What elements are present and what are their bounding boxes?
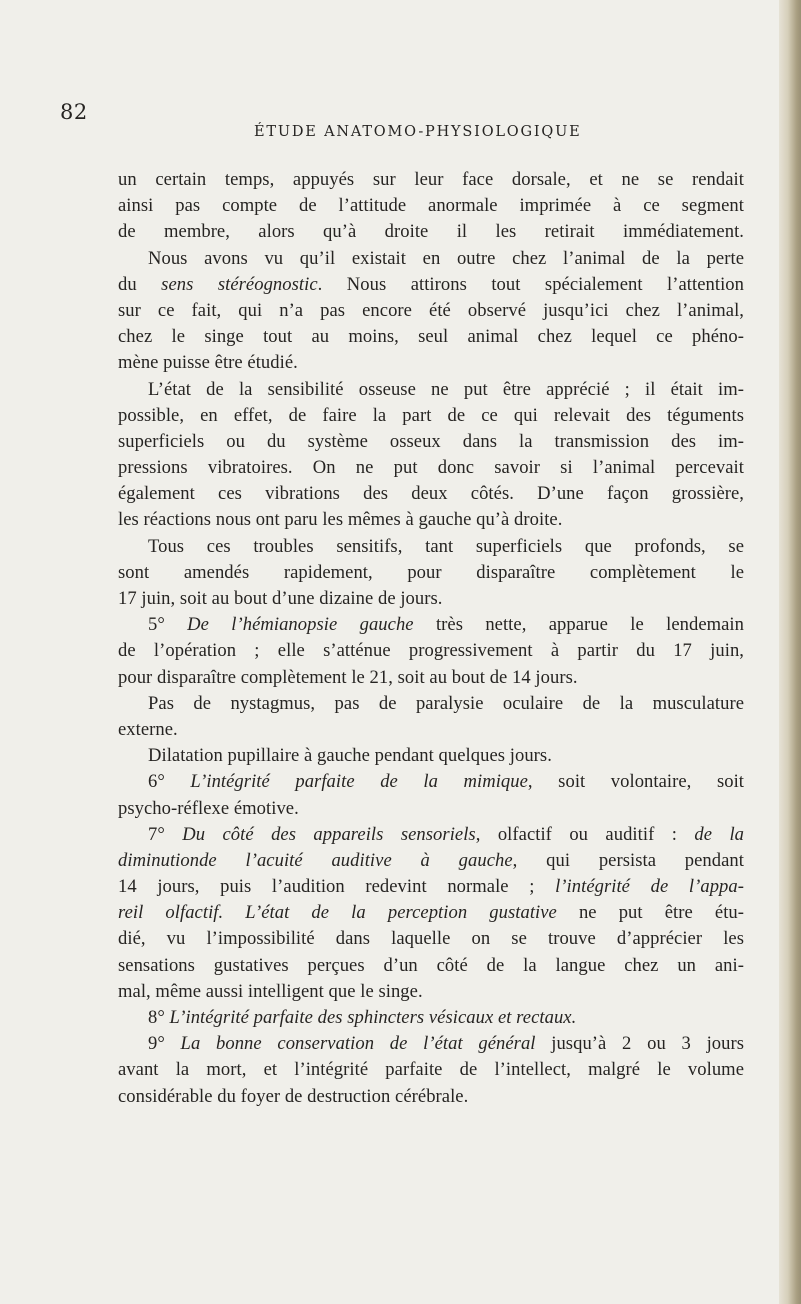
italic-text: L’intégrité parfaite des sphincters vésicaux et rectaux. [169,1007,577,1028]
text-run: , olfactif ou auditif : [475,823,695,845]
text-line [118,848,744,874]
text-line [118,691,744,717]
text-line [118,900,744,926]
text-run: avant la mort, et l’intégrité parfaite de l’intellect, malgré le volume [118,1059,744,1081]
text-line [118,1005,744,1031]
text-line [118,979,744,1005]
italic-text: l’intégrité de l’appa- [555,876,744,898]
text-line [118,377,744,403]
text-line [118,953,744,979]
italic-text: de la [694,823,745,845]
text-run: considérable du foyer de destruction cérébrale. [118,1085,469,1107]
text-run: psycho-réflexe émotive. [118,797,299,819]
text-run: externe. [118,718,178,740]
text-run: de l’opération ; elle s’atténue progressivement à partir du 17 juin, [118,640,744,662]
text-run: 7° [148,823,183,845]
text-run: 6° [148,771,191,793]
italic-text: sens stéréognostic [161,273,318,295]
text-run: ne put être étu- [556,902,744,924]
running-head: ÉTUDE ANATOMO-PHYSIOLOGIQUE [254,124,582,140]
text-line [118,272,744,298]
text-run: sensations gustatives perçues d’un côté de la langue chez un ani- [118,954,744,976]
text-line [118,507,744,533]
text-run: Nous avons vu qu’il existait en outre chez l’animal de la perte [148,247,744,269]
italic-text: reil olfactif. L’état de la perception gustative [118,902,557,924]
text-line [118,717,744,743]
text-line [118,586,744,612]
text-run: Dilatation pupillaire à gauche pendant quelques jours. [148,745,552,767]
text-run: sont amendés rapidement, pour disparaître complètement le [118,561,744,583]
text-line [118,219,744,245]
text-line [118,534,744,560]
text-run: possible, en effet, de faire la part de ce qui relevait des téguments [118,404,744,426]
text-run: ainsi pas compte de l’attitude anormale imprimée à ce segment [118,195,744,217]
text-run: 9° [148,1033,181,1055]
text-line [118,298,744,324]
italic-text: L’intégrité parfaite de la mimique [190,771,528,793]
text-line [118,1031,744,1057]
text-line [118,665,744,691]
text-line [118,167,744,193]
text-run: . Nous attirons tout spécialement l’attention [317,273,744,295]
text-run: sur ce fait, qui n’a pas encore été observé jusqu’ici chez l’animal, [118,299,744,321]
text-run: Pas de nystagmus, pas de paralysie oculaire de la musculature [148,692,744,714]
text-line [118,429,744,455]
italic-text: diminutionde l’acuité auditive à gauche [118,849,513,871]
text-line [118,560,744,586]
text-run: également ces vibrations des deux côtés. D’une façon grossière, [118,483,744,505]
text-line [118,1057,744,1083]
text-run: pressions vibratoires. On ne put donc savoir si l’animal percevait [118,457,744,479]
text-run: un certain temps, appuyés sur leur face dorsale, et ne se rendait [118,169,744,190]
text-line [118,926,744,952]
text-run: très nette, apparue le lendemain [413,614,744,636]
text-line [118,403,744,429]
body-text [118,167,744,1110]
text-line [118,1084,744,1110]
text-line [118,324,744,350]
italic-text: La bonne conservation de l’état général [180,1033,536,1055]
text-run: 5° [148,614,188,636]
text-run: L’état de la sensibilité osseuse ne put être apprécié ; il était im- [148,378,744,400]
text-run: chez le singe tout au moins, seul animal chez lequel ce phéno- [118,326,744,348]
text-run: de membre, alors qu’à droite il les retirait immédiatement. [118,221,744,243]
text-run: jusqu’à 2 ou 3 jours [535,1033,745,1055]
text-run: , soit volontaire, soit [527,771,745,793]
text-line [118,638,744,664]
text-run: pour disparaître complètement le 21, soit au bout de 14 jours. [118,666,578,688]
text-line [118,743,744,769]
text-line [118,874,744,900]
italic-text: Du côté des appareils sensoriels [182,823,476,845]
scan-page-edge [779,0,801,1304]
text-line [118,481,744,507]
text-line [118,612,744,638]
text-run: les réactions nous ont paru les mêmes à gauche qu’à droite. [118,509,563,531]
text-run: 8° [148,1007,170,1028]
text-run: Tous ces troubles sensitifs, tant superficiels que profonds, se [148,535,744,557]
text-run: mal, même aussi intelligent que le singe. [118,980,423,1002]
text-run: 14 jours, puis l’audition redevint normale ; [118,876,556,898]
text-run: mène puisse être étudié. [118,352,298,374]
text-run: dié, vu l’impossibilité dans laquelle on se trouve d’apprécier les [118,928,744,950]
text-run: , qui persista pendant [512,849,744,871]
text-line [118,769,744,795]
italic-text: De l’hémianopsie gauche [187,614,414,636]
text-line [118,822,744,848]
text-line [118,350,744,376]
text-run: 17 juin, soit au bout d’une dizaine de jours. [118,588,443,609]
text-line [118,455,744,481]
text-line [118,193,744,219]
text-line [118,246,744,272]
page-number: 82 [60,100,88,124]
text-run: superficiels ou du système osseux dans la transmission des im- [118,430,744,452]
text-line [118,796,744,822]
text-run: du [118,273,162,295]
